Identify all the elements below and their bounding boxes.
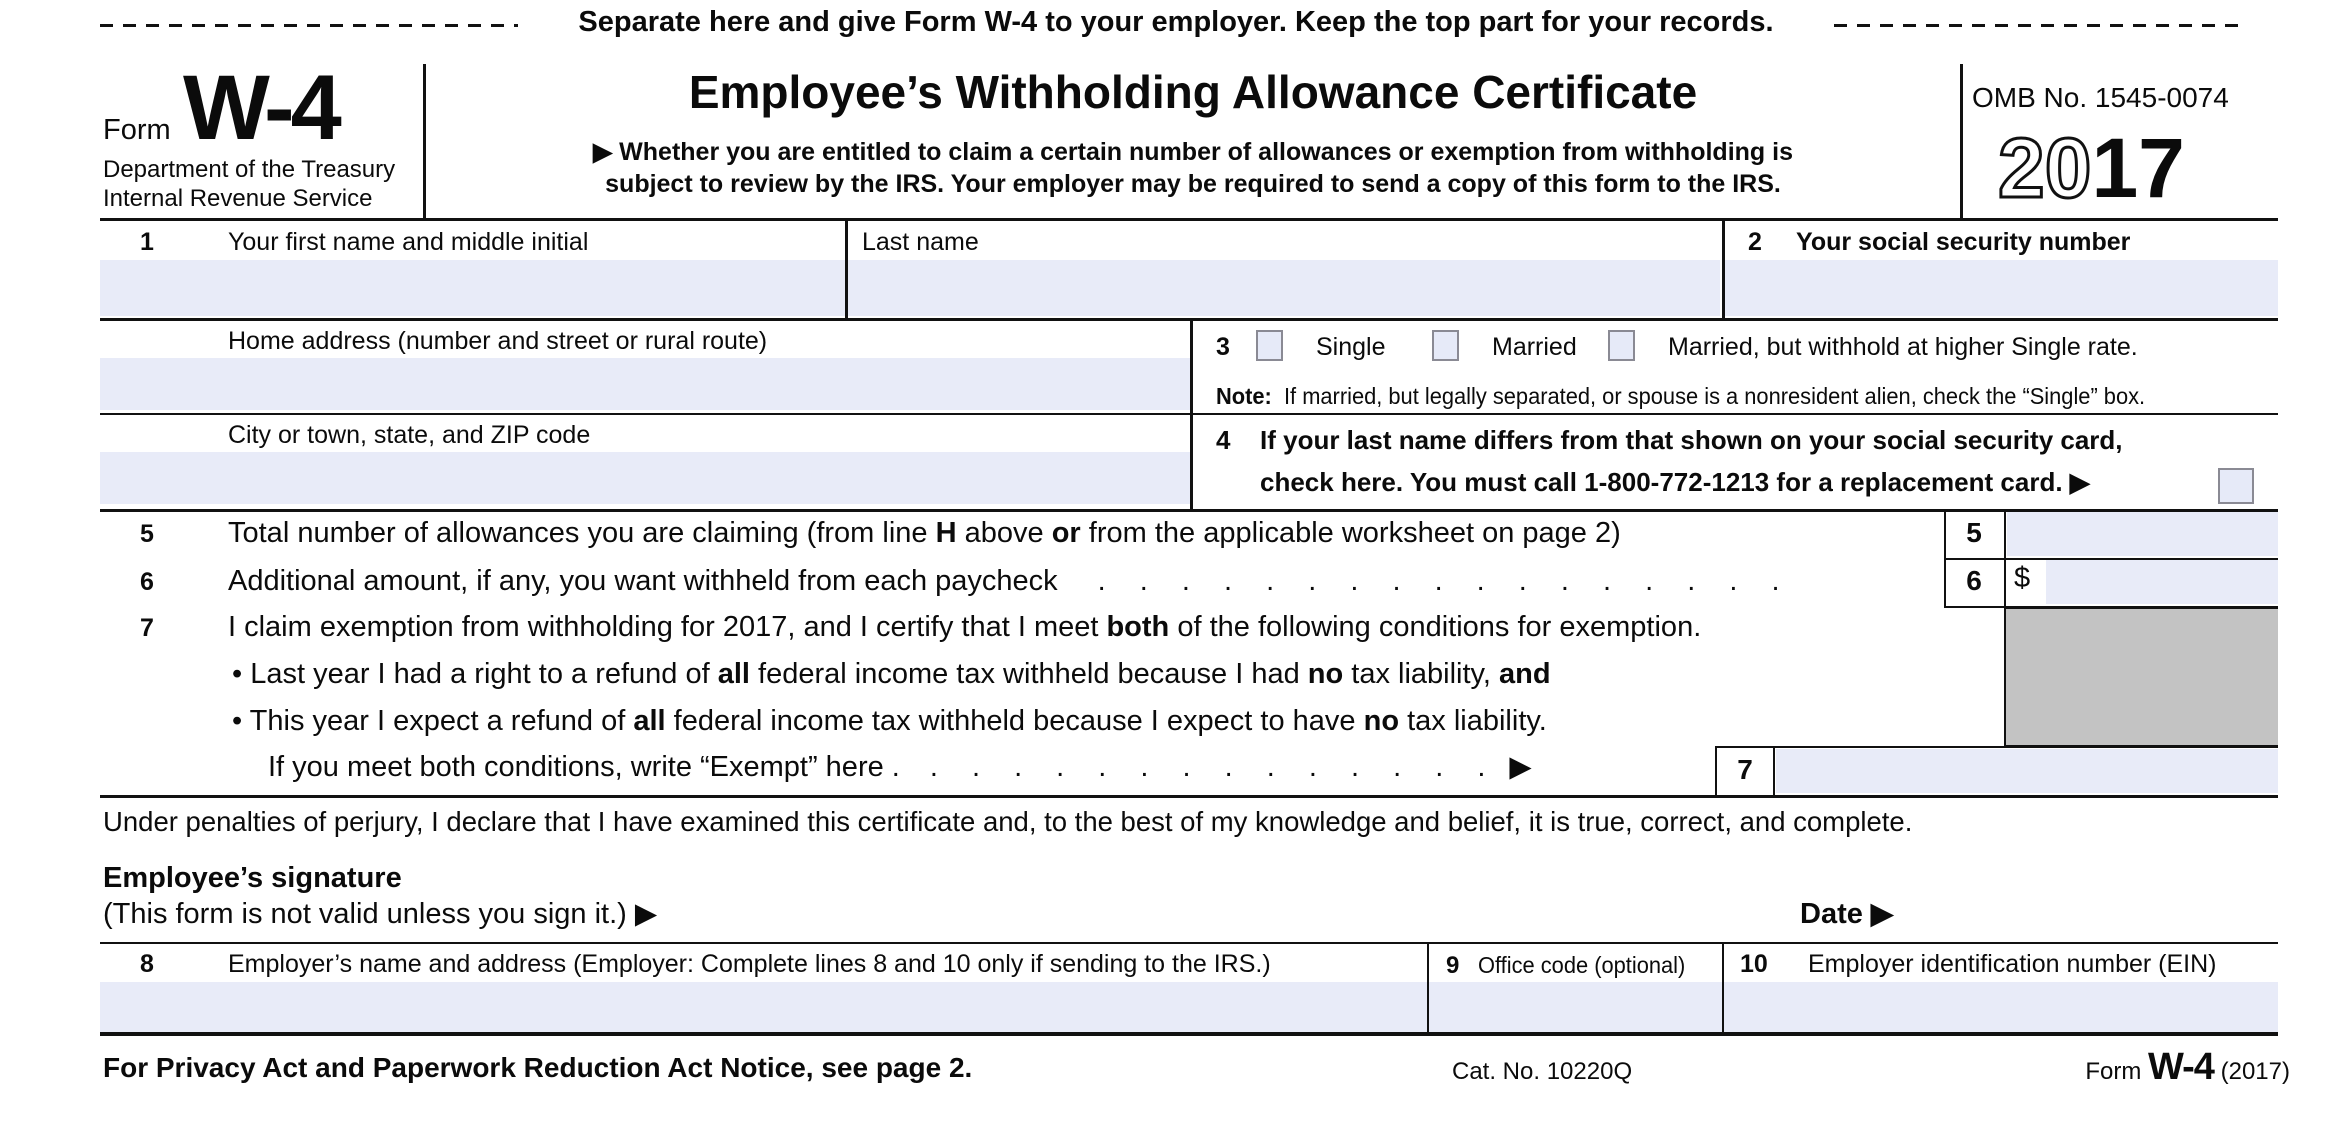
city-label: City or town, state, and ZIP code xyxy=(228,421,591,449)
signature-validity-note: (This form is not valid unless you sign it.) ▶ xyxy=(103,898,658,930)
catalog-number: Cat. No. 10220Q xyxy=(1452,1058,1633,1085)
ssn-label: Your social security number xyxy=(1796,228,2131,256)
exempt-arrow-icon: ▶ xyxy=(1509,751,1532,783)
divider-line xyxy=(1715,746,2278,748)
tax-year: 2017 xyxy=(1998,121,2185,215)
divider-line xyxy=(100,1032,2278,1036)
divider-line xyxy=(845,221,848,318)
form-number: W-4 xyxy=(183,57,338,159)
home-address-label: Home address (number and street or rural route) xyxy=(228,327,768,355)
married-higher-rate-label: Married, but withhold at higher Single rate. xyxy=(1668,333,2138,361)
divider-line xyxy=(100,942,2278,944)
exempt-dot-leaders: . . . . . . . . . . . . . . xyxy=(929,751,1486,783)
line5-box-label: 5 xyxy=(1966,517,1982,548)
divider-line xyxy=(1190,321,1193,509)
first-name-label: Your first name and middle initial xyxy=(228,228,589,256)
line7-exempt-field[interactable] xyxy=(1776,749,2278,793)
line7-exempt-text xyxy=(268,751,1532,784)
line10-number: 10 xyxy=(1740,950,1768,978)
line5-number: 5 xyxy=(140,520,154,548)
divider-line xyxy=(1773,746,1775,795)
line6-text xyxy=(228,565,1780,598)
form-subtitle-line1: ▶ Whether you are entitled to claim a certain number of allowances or exemption from withholding is xyxy=(593,138,1793,166)
married-label: Married xyxy=(1492,333,1577,361)
perjury-statement: Under penalties of perjury, I declare that I have examined this certificate and, to the best of my knowledge and belief, it is true, correct, and complete. xyxy=(103,806,1913,837)
divider-line xyxy=(1960,64,1963,218)
form-word: Form xyxy=(103,114,171,146)
line3-number: 3 xyxy=(1216,333,1230,361)
office-code-label: Office code (optional) xyxy=(1478,952,1686,978)
line8-number: 8 xyxy=(140,950,154,978)
line4-text-line1: If your last name differs from that shown on your social security card, xyxy=(1260,425,2123,455)
currency-symbol: $ xyxy=(2014,562,2031,594)
exempt-text-main: If you meet both conditions, write “Exempt” here . xyxy=(268,751,900,783)
line6-text-main: Additional amount, if any, you want withheld from each paycheck xyxy=(228,565,1058,597)
line5-allowances-field[interactable] xyxy=(2007,512,2278,556)
divider-line xyxy=(1722,221,1725,318)
divider-line xyxy=(100,218,2278,221)
separator-text: Separate here and give Form W-4 to your employer. Keep the top part for your records. xyxy=(578,6,1774,38)
line2-number: 2 xyxy=(1748,228,1762,256)
employer-name-label: Employer’s name and address (Employer: Complete lines 8 and 10 only if sending to the IRS.) xyxy=(228,950,1271,978)
married-checkbox[interactable] xyxy=(1432,330,1459,361)
line7-bullet2: • This year I expect a refund of all federal income tax withheld because I expect to have no tax liability. xyxy=(232,705,1547,737)
first-name-field[interactable] xyxy=(100,260,845,316)
divider-line xyxy=(1722,944,1724,1032)
line9-number: 9 xyxy=(1446,952,1460,979)
form-subtitle-line2: subject to review by the IRS. Your employer may be required to send a copy of this form to the IRS. xyxy=(605,170,1781,198)
line7-bullet1: • Last year I had a right to a refund of all federal income tax withheld because I had no tax liability, and xyxy=(232,658,1551,690)
date-label: Date ▶ xyxy=(1800,898,1894,930)
separator-dash-left xyxy=(100,24,518,27)
city-field[interactable] xyxy=(100,452,1190,504)
form-title: Employee’s Withholding Allowance Certificate xyxy=(688,66,1698,118)
ssn-field[interactable] xyxy=(1725,260,2278,316)
last-name-field[interactable] xyxy=(848,260,1720,316)
line6-amount-field[interactable] xyxy=(2046,560,2278,604)
single-label: Single xyxy=(1316,333,1386,361)
line7-box-label: 7 xyxy=(1737,754,1753,785)
name-differs-checkbox[interactable] xyxy=(2218,468,2254,504)
employer-name-field[interactable] xyxy=(100,982,1427,1032)
divider-line xyxy=(100,509,2278,512)
ein-field[interactable] xyxy=(1724,982,2278,1032)
form-id-footer: Form W-4 (2017) xyxy=(2085,1046,2290,1088)
omb-number: OMB No. 1545-0074 xyxy=(1972,82,2229,113)
divider-line xyxy=(100,413,2278,415)
last-name-label: Last name xyxy=(862,228,979,256)
line6-box-label: 6 xyxy=(1966,565,1982,596)
divider-line xyxy=(100,318,2278,321)
line4-text-line2: check here. You must call 1-800-772-1213 for a replacement card. ▶ xyxy=(1260,467,2090,497)
department-line1: Department of the Treasury xyxy=(103,156,396,183)
divider-line xyxy=(1427,944,1429,1032)
divider-line xyxy=(100,795,2278,798)
line4-number: 4 xyxy=(1216,425,1231,455)
line7-main-text: I claim exemption from withholding for 2017, and I certify that I meet both of the following conditions for exemption. xyxy=(228,611,1702,643)
department-line2: Internal Revenue Service xyxy=(103,185,373,212)
line7-number: 7 xyxy=(140,614,154,642)
office-code-field[interactable] xyxy=(1429,982,1722,1032)
privacy-act-notice: For Privacy Act and Paperwork Reduction Act Notice, see page 2. xyxy=(103,1052,973,1083)
line5-text: Total number of allowances you are claiming (from line H above or from the applicable worksheet on page 2) xyxy=(228,517,1621,549)
employee-signature-label: Employee’s signature xyxy=(103,862,402,894)
ein-label: Employer identification number (EIN) xyxy=(1808,950,2217,978)
line1-number: 1 xyxy=(140,228,154,256)
shaded-block xyxy=(2004,607,2278,747)
line3-note: Note: If married, but legally separated, or spouse is a nonresident alien, check the “Single” box. xyxy=(1216,383,2146,409)
single-checkbox[interactable] xyxy=(1256,330,1283,361)
home-address-field[interactable] xyxy=(100,358,1190,410)
line6-dot-leaders: . . . . . . . . . . . . . . . . . xyxy=(1097,565,1780,597)
separator-dash-right xyxy=(1834,24,2246,27)
line6-number: 6 xyxy=(140,568,154,596)
married-higher-rate-checkbox[interactable] xyxy=(1608,330,1635,361)
